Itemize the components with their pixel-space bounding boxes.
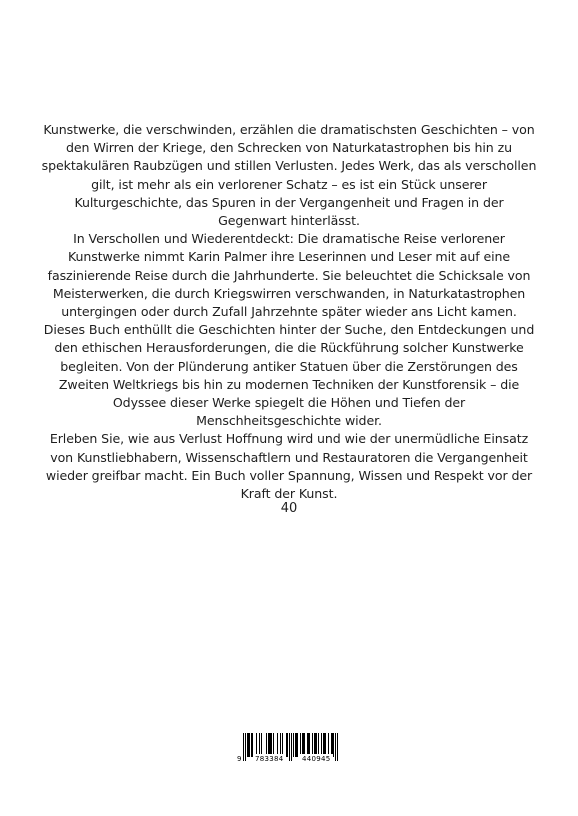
blurb-paragraph: Kunstwerke, die verschwinden, erzählen die dramatischsten Geschichten – von den Wirren der Kriege, den Schrecken von Naturkatastrophen bis hin zu spektakulären Raubzügen und stillen Verlusten. Jedes Werk, das als verschollen gilt, ist mehr als ein verlorener Schatz – es ist ein Stück unserer Kulturgeschichte, das Spuren in der Vergangenheit und Fragen in der Gegenwart hinterlässt.	[41, 122, 537, 229]
blurb-paragraph: In Verschollen und Wiederentdeckt: Die dramatische Reise verlorener Kunstwerke nimmt Karin Palmer ihre Leserinnen und Leser mit auf eine faszinierende Reise durch die Jahrhunderte. Sie beleuchtet die Schicksale von Meisterwerken, die durch Kriegswirren verschwanden, in Naturkatastrophen untergingen oder durch Zufall Jahrzehnte später wieder ans Licht kamen.	[47, 231, 531, 320]
blurb-text	[40, 121, 538, 503]
barcode-lead-digit: 9	[237, 755, 242, 763]
price-label: 40	[280, 501, 298, 516]
blurb-paragraph: Dieses Buch enthüllt die Geschichten hinter der Suche, den Entdeckungen und den ethischen Herausforderungen, die die Rückführung solcher Kunstwerke begleiten. Von der Plünderung antiker Statuen über die Zerstörungen des Zweiten Weltkriegs bis hin zu modernen Techniken der Kunstforensik – die Odyssee dieser Werke spiegelt die Höhen und Tiefen der Menschheitsgeschichte wider.	[43, 322, 535, 429]
barcode-bars-graphic	[236, 733, 340, 773]
barcode-right-digits: 440945	[302, 755, 331, 763]
barcode-digits	[236, 754, 340, 764]
blurb-paragraph: Erleben Sie, wie aus Verlust Hoffnung wird und wie der unermüdliche Einsatz von Kunstliebhabern, Wissenschaftlern und Restauratoren die Vergangenheit wieder greifbar macht. Ein Buch voller Spannung, Wissen und Respekt vor der Kraft der Kunst.	[45, 431, 533, 502]
isbn-barcode	[236, 733, 340, 773]
barcode-left-digits: 783384	[255, 755, 284, 763]
